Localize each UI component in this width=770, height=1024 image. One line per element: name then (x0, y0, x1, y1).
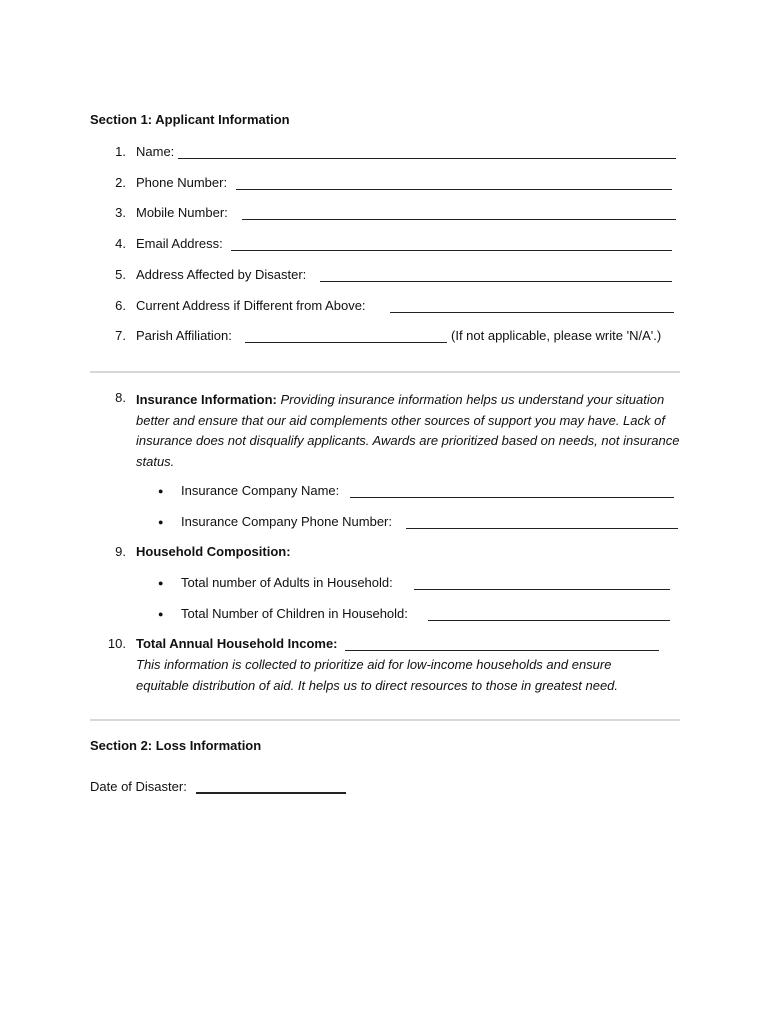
name-label: Name: (136, 144, 175, 159)
insurance-company-phone-label: Insurance Company Phone Number: (181, 514, 393, 529)
item-number: 5. (115, 267, 126, 282)
address-affected-label: Address Affected by Disaster: (136, 267, 307, 282)
parish-note: (If not applicable, please write 'N/A'.) (451, 328, 662, 343)
household-income-field[interactable] (345, 650, 659, 651)
email-address-label: Email Address: (136, 236, 223, 251)
item-number: 10. (107, 636, 126, 651)
adults-count-label: Total number of Adults in Household: (181, 575, 393, 590)
insurance-paragraph (136, 390, 681, 472)
insurance-label: Insurance Information: (136, 392, 277, 407)
item-number: 6. (115, 298, 126, 313)
phone-number-label: Phone Number: (136, 175, 228, 190)
mobile-number-label: Mobile Number: (136, 205, 228, 220)
insurance-company-phone-field[interactable] (406, 528, 678, 529)
household-income-label: Total Annual Household Income: (136, 636, 338, 651)
insurance-description: Providing insurance information helps us understand your situation better and ensure that our aid complements other sources of support you may have. Lack of insurance does not disqualify applicants. Awards are prioritized based on needs, not insurance status. (136, 392, 680, 469)
section1-title: Section 1: Applicant Information (90, 112, 290, 127)
insurance-company-name-label: Insurance Company Name: (181, 483, 340, 498)
section-divider (90, 719, 680, 721)
item-number: 1. (115, 144, 126, 159)
section2-title: Section 2: Loss Information (90, 738, 262, 753)
bullet: ● (158, 517, 164, 527)
item-number: 2. (115, 175, 126, 190)
parish-affiliation-field[interactable] (245, 342, 447, 343)
phone-number-field[interactable] (236, 189, 672, 190)
current-address-label: Current Address if Different from Above: (136, 298, 366, 313)
item-number: 8. (115, 390, 126, 405)
bullet: ● (158, 578, 164, 588)
item-number: 7. (115, 328, 126, 343)
date-of-disaster-field[interactable] (196, 792, 346, 794)
item-number: 9. (115, 544, 126, 559)
children-count-field[interactable] (428, 620, 670, 621)
section-divider (90, 371, 680, 373)
bullet: ● (158, 486, 164, 496)
children-count-label: Total Number of Children in Household: (181, 606, 408, 621)
parish-affiliation-label: Parish Affiliation: (136, 328, 232, 343)
item-number: 3. (115, 205, 126, 220)
mobile-number-field[interactable] (242, 219, 676, 220)
name-field[interactable] (178, 158, 676, 159)
household-composition-label: Household Composition: (136, 544, 291, 559)
email-address-field[interactable] (231, 250, 672, 251)
date-of-disaster-label: Date of Disaster: (90, 779, 187, 794)
adults-count-field[interactable] (414, 589, 670, 590)
insurance-company-name-field[interactable] (350, 497, 674, 498)
bullet: ● (158, 609, 164, 619)
income-description: This information is collected to prioritize aid for low-income households and ensure equitable distribution of aid. It helps us to direct resources to those in greatest need. (136, 657, 619, 693)
item-number: 4. (115, 236, 126, 251)
address-affected-field[interactable] (320, 281, 672, 282)
current-address-field[interactable] (390, 312, 674, 313)
